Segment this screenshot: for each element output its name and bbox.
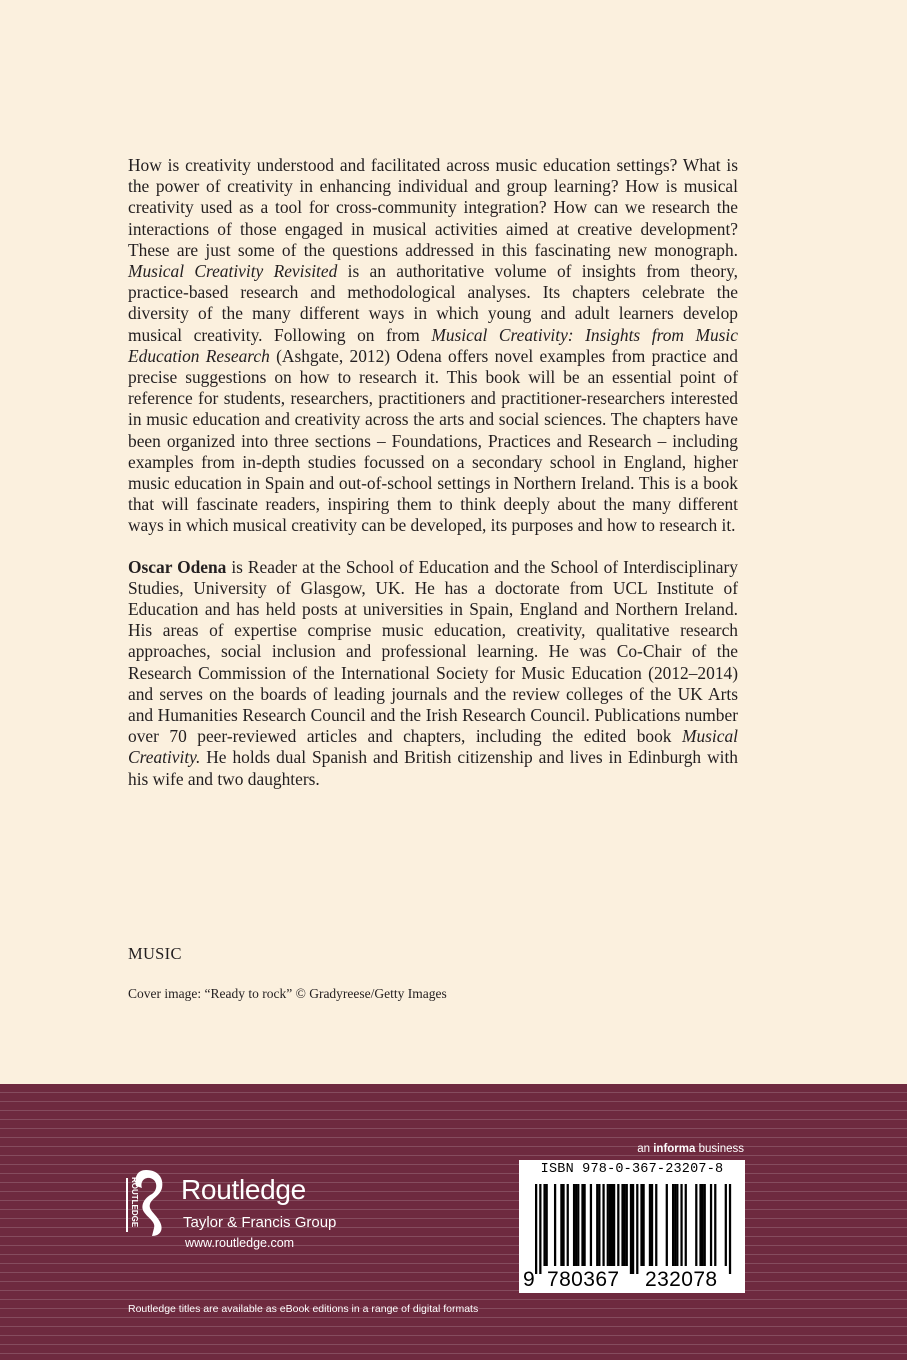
barcode-bar: [651, 1184, 653, 1266]
barcode-bar: [621, 1184, 623, 1266]
book-blurb: [128, 155, 738, 537]
barcode-bar: [632, 1184, 634, 1274]
blurb-book-title: Musical Creativity Revisited: [128, 261, 338, 282]
publisher-url[interactable]: www.routledge.com: [185, 1236, 295, 1250]
barcode-bar: [617, 1184, 619, 1266]
barcode-bar: [725, 1184, 727, 1266]
barcode-bar: [642, 1184, 644, 1266]
barcode-bar: [636, 1184, 638, 1274]
barcode-bar: [714, 1184, 716, 1266]
barcode-bar: [640, 1184, 642, 1266]
subject-category: MUSIC: [128, 944, 182, 963]
publisher-name: Routledge: [181, 1174, 306, 1205]
barcode-bar: [575, 1184, 577, 1266]
barcode-bar: [562, 1184, 564, 1266]
barcode-bar: [710, 1184, 712, 1266]
isbn-label: ISBN 978-0-367-23207-8: [540, 1162, 724, 1177]
barcode-bar: [626, 1184, 628, 1266]
barcode-bar: [560, 1184, 562, 1266]
blurb-text-3: (Ashgate, 2012) Odena offers novel examples from practice and precise suggestions on how to research it. This book will be an essential point of reference for students, researchers, practitioners and practitioner-researchers interested in music education and creativity across the arts and social sciences. The chapters have been organized into three sections – Foundations, Practices and Research – including examples from in-depth studies focussed on a secondary school in England, higher music education in Spain and out-of-school settings in Northern Ireland. This is a book that will fascinate readers, inspiring them to think deeply about the many different ways in which musical creativity can be developed, its purposes and how to research it.: [128, 345, 738, 536]
barcode-bar: [573, 1184, 575, 1266]
barcode-bar: [607, 1184, 609, 1266]
author-bio: [128, 557, 738, 790]
ebook-availability-note: Routledge titles are available as eBook editions in a range of digital formats: [128, 1303, 479, 1315]
barcode-bar: [685, 1184, 687, 1266]
blurb-reference-title: Musical Creativity: Insights from Music Education Research: [128, 324, 738, 366]
barcode-bar: [666, 1184, 668, 1266]
barcode-digits-right: 232078: [645, 1268, 718, 1291]
isbn-barcode: [519, 1160, 745, 1293]
barcode-bar: [598, 1184, 600, 1266]
barcode-bar: [611, 1184, 613, 1266]
bio-text-1: is Reader at the School of Education and the School of Interdisciplinary Studies, University of Glasgow, UK. He has a doctorate from UCL Institute of Education and has held posts at universities in Spain, England and Northern Ireland. His areas of expertise comprise music education, creativity, qualitative research approaches, social inclusion and professional learning. He was Co-Chair of the Research Commission of the International Society for Music Education (2012–2014) and serves on the boards of leading journals and the review colleges of the UK Arts and Humanities Research Council and the Irish Research Council. Publications number over 70 peer-reviewed articles and chapters, including the edited book: [128, 556, 738, 747]
barcode-bar: [655, 1184, 657, 1266]
barcode-digits-left: 780367: [547, 1268, 620, 1291]
barcode-bar: [596, 1184, 598, 1266]
cover-text: [128, 155, 738, 790]
barcode-bar: [554, 1184, 556, 1266]
bio-text-2: He holds dual Spanish and British citizenship and lives in Edinburgh with his wife and two daughters.: [128, 747, 738, 789]
author-name: Oscar Odena: [128, 556, 227, 577]
bio-book-title: Musical Creativity.: [128, 726, 738, 768]
barcode-bar: [729, 1184, 731, 1274]
barcode-bar: [676, 1184, 678, 1266]
barcode-bar: [535, 1184, 537, 1274]
barcode-bar: [577, 1184, 579, 1266]
informa-suffix: business: [698, 1143, 744, 1155]
barcode-bar: [701, 1184, 703, 1266]
cover-image-credit: Cover image: “Ready to rock” © Gradyreese/Getty Images: [128, 986, 447, 1001]
barcode-bar: [649, 1184, 651, 1266]
barcode-bar: [609, 1184, 611, 1266]
barcode-bar: [590, 1184, 592, 1266]
informa-brand: informa: [653, 1143, 696, 1155]
barcode-bar: [539, 1184, 541, 1274]
barcode-bar: [543, 1184, 545, 1266]
barcode-bar: [674, 1184, 676, 1266]
barcode-bar: [613, 1184, 615, 1266]
barcode-bar: [624, 1184, 626, 1266]
barcode-bar: [581, 1184, 583, 1266]
blurb-text-2: is an authoritative volume of insights from theory, practice-based research and methodological analyses. Its chapters celebrate the diversity of the many different ways in which young and adult learners develop musical creativity. Following on from: [128, 261, 738, 345]
publisher-group: Taylor & Francis Group: [183, 1214, 337, 1231]
barcode-bar: [695, 1184, 697, 1266]
barcode-bar: [672, 1184, 674, 1266]
barcode-bars: [535, 1184, 731, 1274]
informa-tagline: [637, 1143, 744, 1155]
routledge-vertical-wordmark: [120, 1175, 138, 1235]
barcode-bar: [704, 1184, 706, 1266]
barcode-bar: [546, 1184, 548, 1266]
barcode-bar: [630, 1184, 632, 1274]
barcode-bar: [583, 1184, 585, 1266]
barcode-digit-first: 9: [523, 1268, 535, 1291]
routledge-vertical-text: ROUTLEDGE: [130, 1177, 139, 1228]
barcode-bar: [699, 1184, 701, 1266]
barcode-bar: [680, 1184, 682, 1266]
barcode-bar: [602, 1184, 604, 1266]
barcode-bar: [567, 1184, 569, 1266]
informa-prefix: an: [637, 1143, 651, 1155]
blurb-text-1: How is creativity understood and facilitated across music education settings? What is the power of creativity in enhancing individual and group learning? How is musical creativity used as a tool for cross-community integration? How can we research the interactions of those engaged in musical activities aimed at creative development? These are just some of the questions addressed in this fascinating new monograph.: [128, 155, 738, 260]
